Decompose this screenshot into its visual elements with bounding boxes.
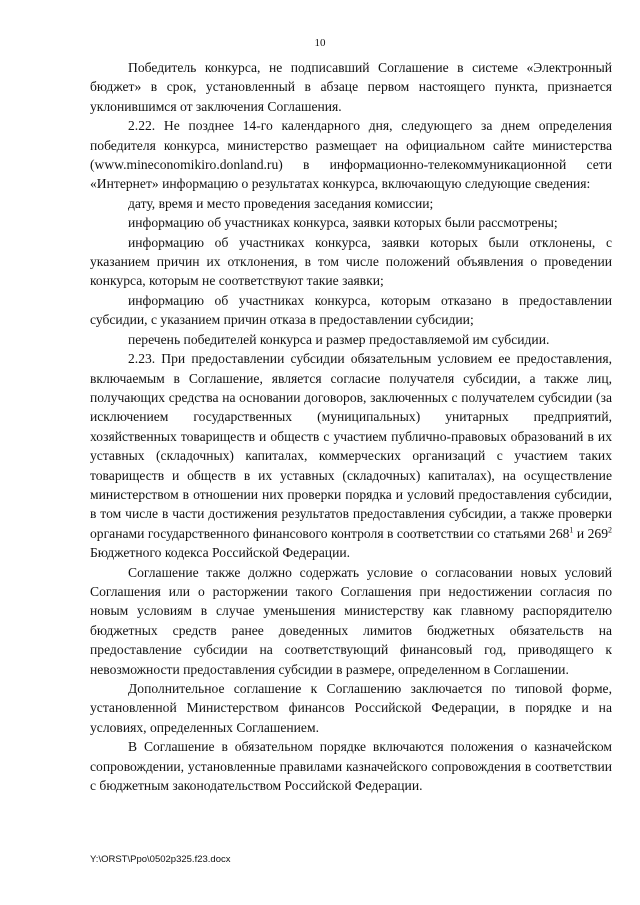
- paragraph: Дополнительное соглашение к Соглашению заключается по типовой форме, установленной Министерством финансов Российской Федерации, в порядке и на условиях, определенных Соглашением.: [90, 681, 612, 735]
- article-ref-269: 269: [587, 525, 608, 541]
- article-ref-tail: Бюджетного кодекса Российской Федерации.: [90, 545, 351, 561]
- document-body: [90, 58, 612, 795]
- article-ref-269-sup: 2: [608, 525, 612, 535]
- paragraph: информацию об участниках конкурса, заявки которых были отклонены, с указанием причин их отклонения, в том числе положений объявления о проведении конкурса, которым не соответствуют такие заявки;: [90, 234, 612, 289]
- paragraph: информацию об участниках конкурса, заявки которых были рассмотрены;: [128, 215, 558, 231]
- article-ref-joiner: и: [573, 525, 588, 541]
- page-number: 10: [314, 37, 326, 49]
- paragraph: В Соглашение в обязательном порядке включаются положения о казначейском сопровождении, установленные правилами казначейского сопровождения в соответствии с бюджетным законодательством Российской Федерации.: [90, 739, 612, 794]
- article-ref-268: 268: [549, 525, 570, 541]
- paragraph: 2.22. Не позднее 14-го календарного дня, следующего за днем определения победителя конкурса, министерство размещает на официальном сайте министерства (www.mineconomikiro.donland.ru) в информационно-телекоммуникационной сети «Интернет» информацию о результатах конкурса, включающую следующие сведения:: [90, 118, 612, 192]
- paragraph: дату, время и место проведения заседания комиссии;: [128, 195, 434, 211]
- paragraph: Соглашение также должно содержать условие о согласовании новых условий Соглашения или о расторжении такого Соглашения при недостижении согласия по новым условиям в случае уменьшения министерству как главному распорядителю бюджетных средств ранее доведенных лимитов бюджетных обязательств на предоставление субсидии на соответствующий финансовый год, приводящего к невозможности предоставления субсидии в размере, определенном в Соглашении.: [90, 564, 612, 677]
- paragraph: информацию об участниках конкурса, которым отказано в предоставлении субсидии, с указанием причин отказа в предоставлении субсидии;: [90, 292, 612, 328]
- paragraph: перечень победителей конкурса и размер предоставляемой им субсидии.: [128, 331, 550, 347]
- paragraph-2-23: [90, 349, 612, 562]
- article-ref-268-sup: 1: [569, 525, 574, 535]
- footer-file-path: Y:\ORST\Ppo\0502p325.f23.docx: [90, 854, 231, 865]
- paragraph-2-23-text: 2.23. При предоставлении субсидии обязательным условием ее предоставления, включаемым в Соглашение, является согласие получателя субсидии, а также лиц, получающих средства на основании договоров, заключенных с получателем субсидии (за исключением государственных (муниципальных) унитарных предприятий, хозяйственных товариществ и обществ с участием публично-правовых образований в их уставных (складочных) капиталах, коммерческих организаций с участием таких товариществ и обществ в их уставных (складочных) капиталах), на осуществление министерством в отношении них проверки порядка и условий предоставления субсидии, в том числе в части достижения результатов предоставления субсидии, а также проверки органами государственного финансового контроля в соответствии со статьями: [90, 351, 612, 541]
- paragraph: Победитель конкурса, не подписавший Соглашение в системе «Электронный бюджет» в срок, установленный в абзаце первом настоящего пункта, признается уклонившимся от заключения Соглашения.: [90, 60, 612, 114]
